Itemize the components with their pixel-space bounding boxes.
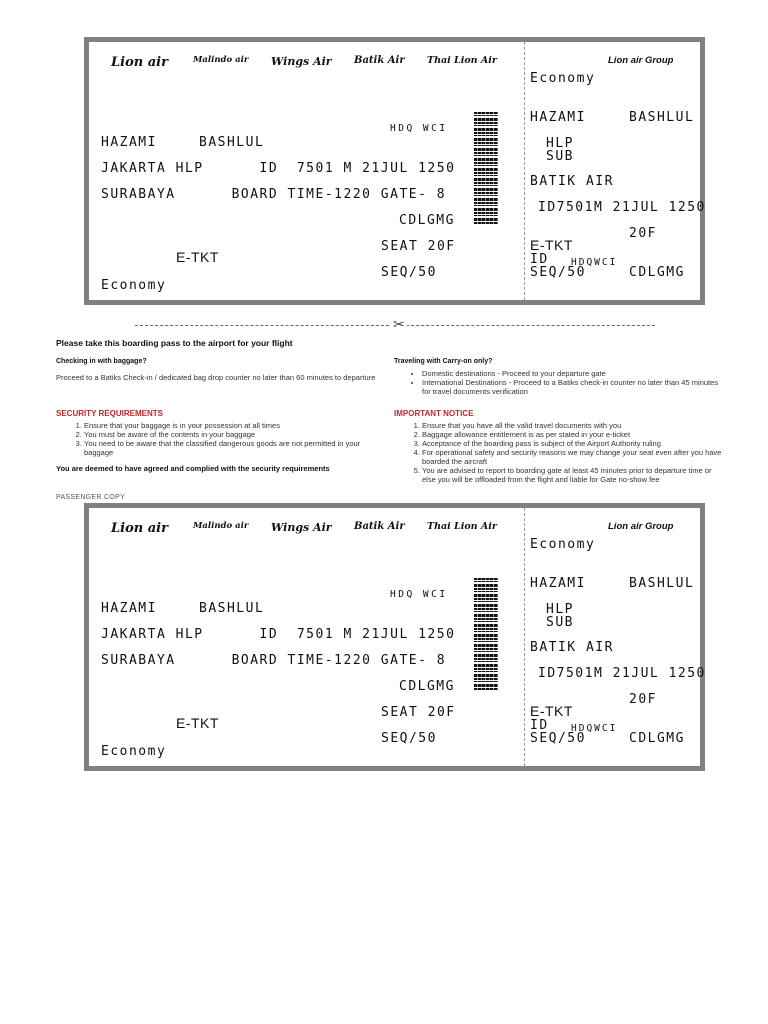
stub-sequence: SEQ/50 [530,731,586,746]
baggage-heading: Checking in with baggage? [56,358,147,365]
barcode [474,112,498,224]
agreement-text: You are deemed to have agreed and complied with the security requirements [56,464,330,473]
lion-air-group-logo: Lion air Group [608,55,674,66]
stub-eticket: E-TKT [530,703,573,719]
lion-air-group-logo: Lion air Group [608,521,674,532]
carryon-heading: Traveling with Carry-on only? [394,358,493,365]
seat: SEAT 20F [381,705,456,720]
pnr: CDLGMG [399,213,455,228]
notice-list [396,421,726,484]
take-pass-heading: Please take this boarding pass to the airport for your flight [56,338,293,348]
stub-seat: 20F [629,226,657,241]
destination-line: SURABAYA BOARD TIME-1220 GATE- 8 [101,653,447,668]
sequence: SEQ/50 [381,731,437,746]
stub-pnr: CDLGMG [629,265,685,280]
airline-logos [111,521,516,539]
stub-origin: HLP [546,136,574,151]
list-item: 3. Acceptance of the boarding pass is subject of the Airport Authority ruling [422,439,726,448]
travel-class: Economy [101,744,167,759]
wings-air-logo: Wings Air [271,521,332,534]
stub-hdq: HDQWCI [571,723,618,734]
stub-class: Economy [530,537,596,552]
list-item: 3. You need to be aware that the classified dangerous goods are not permitted in your baggage [84,439,373,457]
stub-sequence: SEQ/50 [530,265,586,280]
stub-flight: ID7501M 21JUL 1250 [538,666,706,681]
hdq-code: HDQ WCI [390,589,448,600]
stub-first-name: HAZAMI [530,110,586,125]
boarding-pass-body [89,508,706,766]
stub-id: ID [530,252,549,267]
security-list [58,421,373,457]
passenger-first-name: HAZAMI [101,601,157,616]
boarding-pass [84,37,705,305]
stub-hdq: HDQWCI [571,257,618,268]
list-item: 2. Baggage allowance entitlement is as per stated in your e-ticket [422,430,726,439]
stub-last-name: BASHLUL [629,576,695,591]
route-line: JAKARTA HLP ID 7501 M 21JUL 1250 [101,161,456,176]
notice-heading: IMPORTANT NOTICE [394,409,474,418]
list-item: • International Destinations - Proceed to a Batiks check-in counter no later than 45 minutes for travel documents verification [422,378,726,396]
passenger-copy-label: PASSENGER COPY [56,494,126,501]
stub-flight: ID7501M 21JUL 1250 [538,200,706,215]
sequence: SEQ/50 [381,265,437,280]
seat: SEAT 20F [381,239,456,254]
wings-air-logo: Wings Air [271,55,332,68]
stub-destination: SUB [546,615,574,630]
lion-air-logo: Lion air [111,55,168,70]
stub-eticket: E-TKT [530,237,573,253]
batik-air-logo: Batik Air [354,55,405,66]
list-item: • Domestic destinations - Proceed to your departure gate [422,369,726,378]
stub-first-name: HAZAMI [530,576,586,591]
stub-divider [524,508,525,766]
stub-id: ID [530,718,549,733]
list-item: 1. Ensure that your baggage is in your possession at all times [84,421,373,430]
scissors-icon: ✂ [393,316,405,332]
thai-lion-air-logo: Thai Lion Air [427,55,497,66]
eticket-label: E-TKT [176,715,219,731]
barcode [474,578,498,690]
stub-pnr: CDLGMG [629,731,685,746]
stub-origin: HLP [546,602,574,617]
passenger-last-name: BASHLUL [199,135,265,150]
boarding-pass-body [89,42,706,300]
destination-line: SURABAYA BOARD TIME-1220 GATE- 8 [101,187,447,202]
eticket-label: E-TKT [176,249,219,265]
stub-seat: 20F [629,692,657,707]
malindo-air-logo: Malindo air [193,55,249,65]
airline-logos [111,55,516,73]
stub-carrier: BATIK AIR [530,640,614,655]
hdq-code: HDQ WCI [390,123,448,134]
stub-destination: SUB [546,149,574,164]
thai-lion-air-logo: Thai Lion Air [427,521,497,532]
stub-class: Economy [530,71,596,86]
boarding-pass-copy [84,503,705,771]
stub-carrier: BATIK AIR [530,174,614,189]
travel-class: Economy [101,278,167,293]
batik-air-logo: Batik Air [354,521,405,532]
baggage-text: Proceed to a Batiks Check-in / dedicated bag drop counter no later than 60 minutes to departure [56,373,376,382]
carryon-list [396,369,726,396]
lion-air-logo: Lion air [111,521,168,536]
list-item: 1. Ensure that you have all the valid travel documents with you [422,421,726,430]
security-heading: SECURITY REQUIREMENTS [56,409,163,418]
list-item: 4. For operational safety and security reasons we may change your seat even after you have boarded the aircraft [422,448,726,466]
passenger-last-name: BASHLUL [199,601,265,616]
stub-last-name: BASHLUL [629,110,695,125]
list-item: 5. You are advised to report to boarding gate at least 45 minutes prior to departure time or else you will be offloaded from the flight and liable for Gate no-show fee [422,466,726,484]
list-item: 2. You must be aware of the contents in your baggage [84,430,373,439]
pnr: CDLGMG [399,679,455,694]
route-line: JAKARTA HLP ID 7501 M 21JUL 1250 [101,627,456,642]
passenger-first-name: HAZAMI [101,135,157,150]
malindo-air-logo: Malindo air [193,521,249,531]
stub-divider [524,42,525,300]
